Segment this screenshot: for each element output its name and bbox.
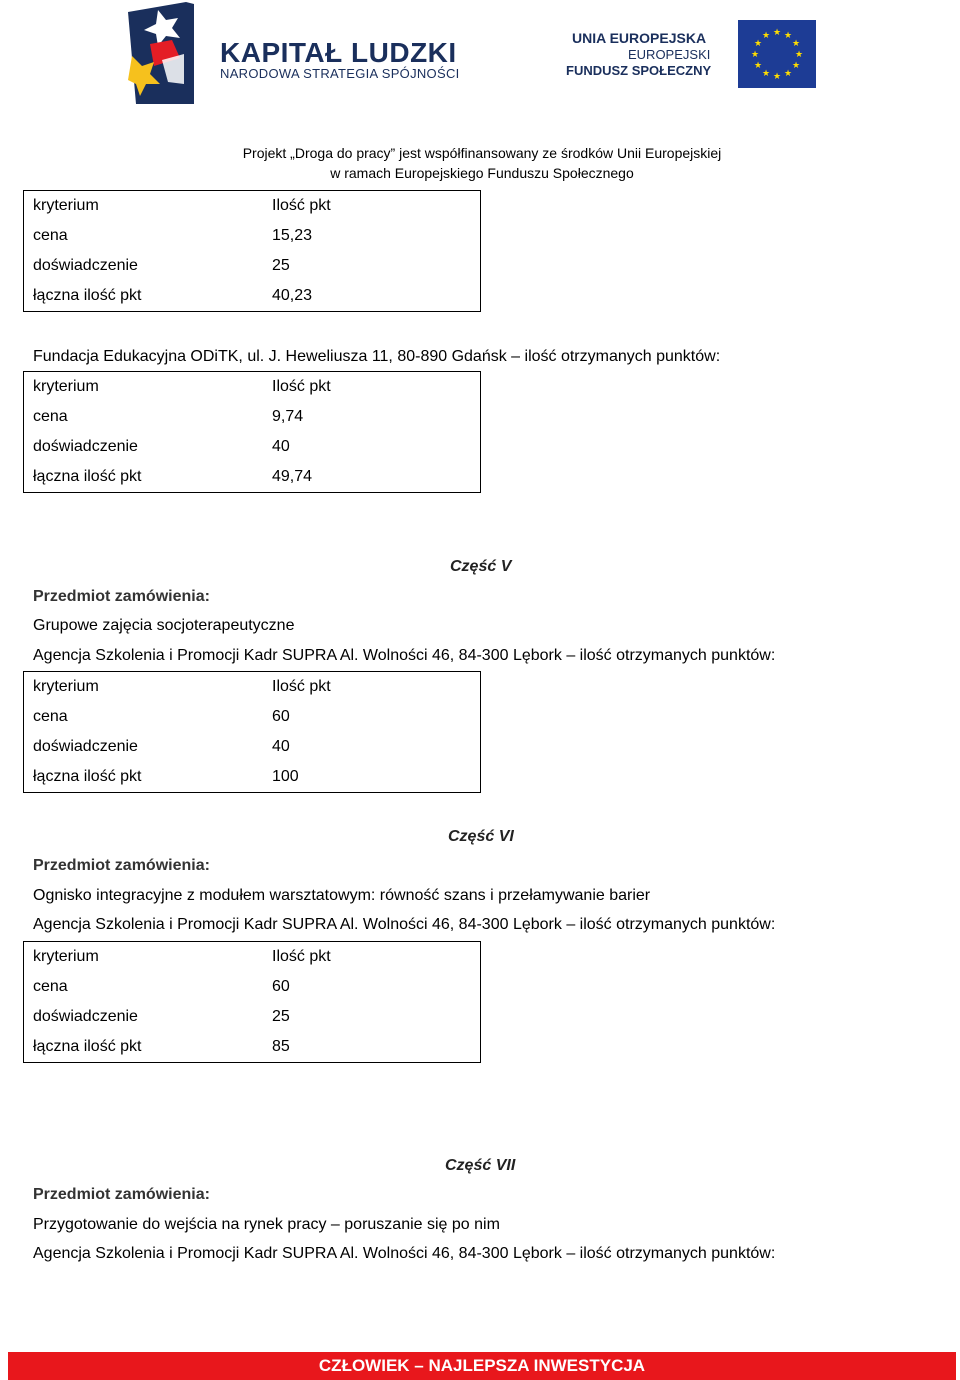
table-row: [24, 1002, 481, 1032]
criterion-cell: cena: [24, 221, 264, 251]
svg-text:★: ★: [772, 72, 782, 82]
subject-text: Grupowe zajęcia socjoterapeutyczne: [33, 617, 295, 634]
eu-logo-line3: FUNDUSZ SPOŁECZNY: [566, 63, 712, 78]
svg-text:★: ★: [750, 50, 760, 60]
score-table-4: [23, 941, 481, 1063]
svg-text:★: ★: [772, 28, 782, 38]
part-heading: Część V: [450, 558, 512, 575]
svg-text:★: ★: [753, 61, 763, 71]
svg-text:★: ★: [761, 31, 771, 41]
criterion-cell: łączna ilość pkt: [24, 281, 264, 312]
points-cell: 25: [263, 1002, 481, 1032]
part-heading: Część VII: [445, 1157, 516, 1174]
svg-text:★: ★: [783, 69, 793, 79]
table-row: [24, 972, 481, 1002]
points-cell: 25: [263, 251, 481, 281]
table-row: [24, 372, 481, 403]
subject-label: Przedmiot zamówienia:: [33, 1186, 210, 1203]
contractor-line: Agencja Szkolenia i Promocji Kadr SUPRA Al. Wolności 46, 84-300 Lębork – ilość otrzymanych punktów:: [33, 1245, 776, 1262]
table-row: [24, 762, 481, 793]
part-heading: Część VI: [448, 828, 514, 845]
criterion-header: kryterium: [24, 942, 264, 973]
subject-text: Przygotowanie do wejścia na rynek pracy – poruszanie się po nim: [33, 1216, 500, 1233]
criterion-cell: doświadczenie: [24, 432, 264, 462]
svg-text:★: ★: [783, 31, 793, 41]
svg-text:★: ★: [791, 39, 801, 49]
table-row: [24, 672, 481, 703]
score-table-1: [23, 190, 481, 312]
criterion-cell: cena: [24, 702, 264, 732]
points-cell: 100: [263, 762, 481, 793]
points-cell: 60: [263, 702, 481, 732]
table-row: [24, 221, 481, 251]
points-header: Ilość pkt: [263, 942, 481, 973]
footer-slogan-bar: CZŁOWIEK – NAJLEPSZA INWESTYCJA: [8, 1352, 956, 1380]
table-row: [24, 462, 481, 493]
contractor-line: Fundacja Edukacyjna ODiTK, ul. J. Heweliusza 11, 80-890 Gdańsk – ilość otrzymanych punktów:: [33, 348, 721, 365]
points-cell: 40: [263, 732, 481, 762]
points-header: Ilość pkt: [263, 372, 481, 403]
score-table-3: [23, 671, 481, 793]
contractor-line: Agencja Szkolenia i Promocji Kadr SUPRA Al. Wolności 46, 84-300 Lębork – ilość otrzymanych punktów:: [33, 916, 776, 933]
table-row: [24, 191, 481, 222]
criterion-cell: łączna ilość pkt: [24, 762, 264, 793]
points-cell: 15,23: [263, 221, 481, 251]
kapital-ludzki-title: KAPITAŁ LUDZKI: [220, 37, 457, 68]
eu-logo-line2: EUROPEJSKI: [628, 47, 711, 62]
criterion-header: kryterium: [24, 191, 264, 222]
kapital-ludzki-subtitle: NARODOWA STRATEGIA SPÓJNOŚCI: [220, 66, 460, 81]
svg-text:★: ★: [753, 39, 763, 49]
criterion-cell: doświadczenie: [24, 251, 264, 281]
kapital-ludzki-logo: [128, 0, 468, 108]
table-row: [24, 402, 481, 432]
contractor-line: Agencja Szkolenia i Promocji Kadr SUPRA Al. Wolności 46, 84-300 Lębork – ilość otrzymanych punktów:: [33, 647, 776, 664]
criterion-cell: cena: [24, 972, 264, 1002]
points-header: Ilość pkt: [263, 191, 481, 222]
eu-logo-line1: UNIA EUROPEJSKA: [572, 30, 707, 46]
criterion-cell: doświadczenie: [24, 1002, 264, 1032]
points-cell: 85: [263, 1032, 481, 1063]
subject-label: Przedmiot zamówienia:: [33, 588, 210, 605]
criterion-cell: cena: [24, 402, 264, 432]
table-row: [24, 942, 481, 973]
table-row: [24, 1032, 481, 1063]
subject-text: Ognisko integracyjne z modułem warsztatowym: równość szans i przełamywanie barier: [33, 887, 651, 904]
svg-text:★: ★: [794, 50, 804, 60]
criterion-cell: łączna ilość pkt: [24, 462, 264, 493]
criterion-cell: doświadczenie: [24, 732, 264, 762]
score-table-2: [23, 371, 481, 493]
project-funding-line2: w ramach Europejskiego Funduszu Społecznego: [330, 165, 634, 181]
table-row: [24, 432, 481, 462]
kapital-ludzki-emblem-icon: [128, 0, 224, 108]
points-cell: 40,23: [263, 281, 481, 312]
table-row: [24, 281, 481, 312]
eu-flag-icon: [738, 20, 816, 88]
subject-label: Przedmiot zamówienia:: [33, 857, 210, 874]
points-cell: 49,74: [263, 462, 481, 493]
project-funding-line1: Projekt „Droga do pracy” jest współfinansowany ze środków Unii Europejskiej: [242, 145, 722, 161]
svg-text:★: ★: [791, 61, 801, 71]
table-row: [24, 702, 481, 732]
table-row: [24, 251, 481, 281]
criterion-header: kryterium: [24, 672, 264, 703]
points-cell: 9,74: [263, 402, 481, 432]
points-header: Ilość pkt: [263, 672, 481, 703]
criterion-header: kryterium: [24, 372, 264, 403]
table-row: [24, 732, 481, 762]
criterion-cell: łączna ilość pkt: [24, 1032, 264, 1063]
svg-text:★: ★: [761, 69, 771, 79]
points-cell: 60: [263, 972, 481, 1002]
points-cell: 40: [263, 432, 481, 462]
